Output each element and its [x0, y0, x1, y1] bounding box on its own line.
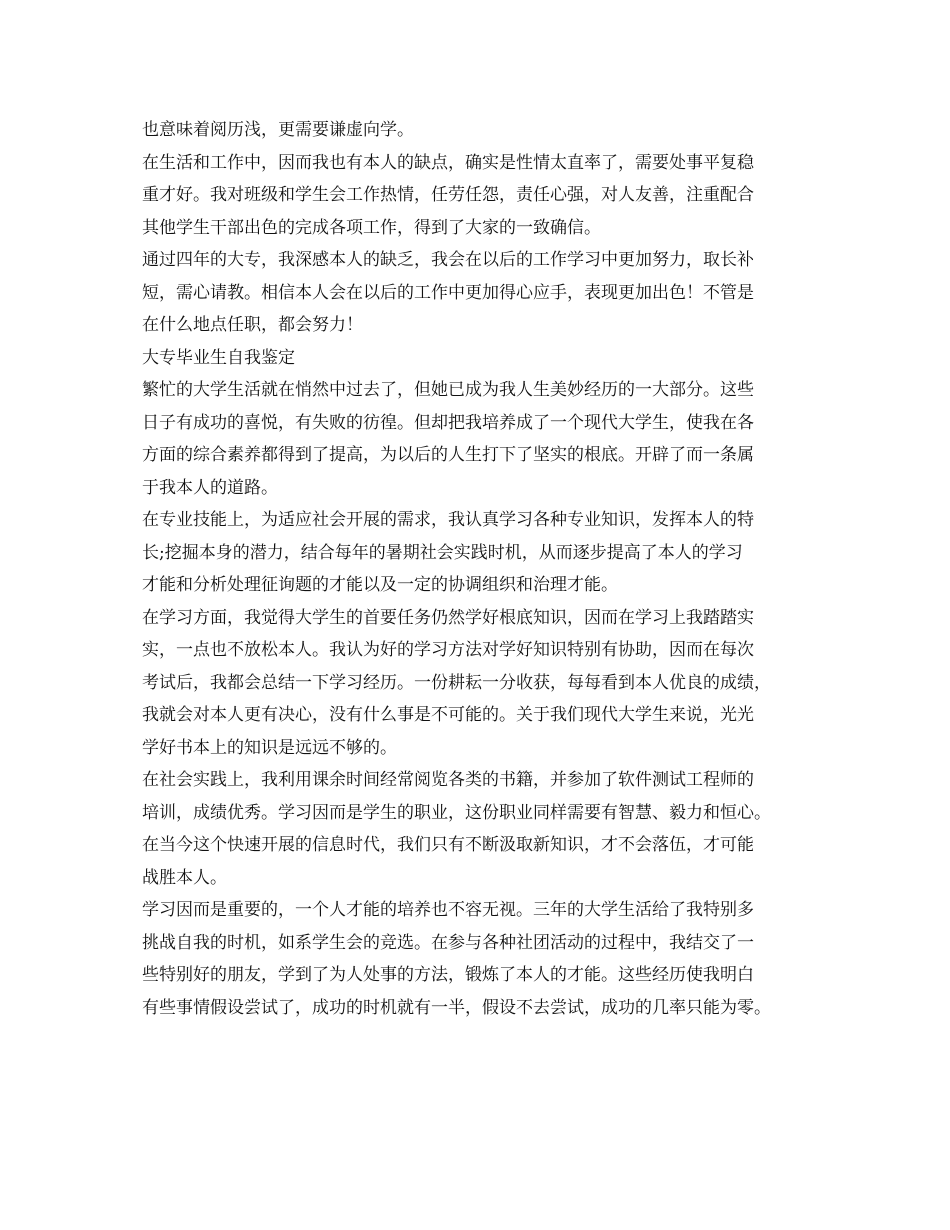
- text-line: 考试后，我都会总结一下学习经历。一份耕耘一分收获，每每看到本人优良的成绩，: [142, 672, 771, 693]
- text-line: 挑战自我的时机，如系学生会的竞选。在参与各种社团活动的过程中，我结交了一: [142, 932, 754, 953]
- text-line: 才能和分析处理征询题的才能以及一定的协调组织和治理才能。: [142, 575, 618, 595]
- text-line: 些特别好的朋友，学到了为人处事的方法，锻炼了本人的才能。这些经历使我明白: [142, 965, 754, 985]
- text-line: 长;挖掘本身的潜力，结合每年的暑期社会实践时机，从而逐步提高了本人的学习: [142, 542, 743, 563]
- text-line: 重才好。我对班级和学生会工作热情，任劳任怨，责任心强，对人友善，注重配合: [142, 185, 754, 205]
- text-line: 战胜本人。: [142, 867, 227, 888]
- text-line: 其他学生干部出色的完成各项工作，得到了大家的一致确信。: [142, 217, 601, 238]
- text-line: 在当今这个快速开展的信息时代，我们只有不断汲取新知识，才不会落伍，才可能: [142, 835, 754, 855]
- text-line: 在学习方面，我觉得大学生的首要任务仍然学好根底知识，因而在学习上我踏踏实: [142, 607, 754, 628]
- text-line: 实，一点也不放松本人。我认为好的学习方法对学好知识特别有协助，因而在每次: [142, 640, 754, 660]
- document-body: [142, 114, 822, 1024]
- text-line: 学好书本上的知识是远远不够的。: [142, 737, 397, 758]
- text-line: 在什么地点任职，都会努力！: [142, 315, 363, 335]
- text-line: 繁忙的大学生活就在悄然中过去了，但她已成为我人生美妙经历的一大部分。这些: [142, 380, 754, 400]
- text-line: 学习因而是重要的，一个人才能的培养也不容无视。三年的大学生活给了我特别多: [142, 900, 754, 920]
- text-line: 我就会对本人更有决心，没有什么事是不可能的。关于我们现代大学生来说，光光: [142, 705, 754, 725]
- section-heading: 大专毕业生自我鉴定: [142, 347, 295, 368]
- text-line: 方面的综合素养都得到了提高，为以后的人生打下了坚实的根底。开辟了而一条属: [142, 445, 754, 465]
- text-line: 在专业技能上，为适应社会开展的需求，我认真学习各种专业知识，发挥本人的特: [142, 510, 754, 530]
- text-line: 在社会实践上，我利用课余时间经常阅览各类的书籍，并参加了软件测试工程师的: [142, 770, 754, 790]
- text-line: 也意味着阅历浅，更需要谦虚向学。: [142, 120, 414, 140]
- text-line: 有些事情假设尝试了，成功的时机就有一半，假设不去尝试，成功的几率只能为零。: [142, 997, 771, 1018]
- text-line: 通过四年的大专，我深感本人的缺乏，我会在以后的工作学习中更加努力，取长补: [142, 250, 754, 270]
- text-line: 培训，成绩优秀。学习因而是学生的职业，这份职业同样需要有智慧、毅力和恒心。: [142, 802, 771, 823]
- text-line: 在生活和工作中，因而我也有本人的缺点，确实是性情太直率了，需要处事平复稳: [142, 152, 754, 173]
- text-line: 于我本人的道路。: [142, 477, 278, 498]
- text-line: 短，需心请教。相信本人会在以后的工作中更加得心应手，表现更加出色！不管是: [142, 282, 754, 303]
- text-line: 日子有成功的喜悦，有失败的彷徨。但却把我培养成了一个现代大学生，使我在各: [142, 412, 754, 433]
